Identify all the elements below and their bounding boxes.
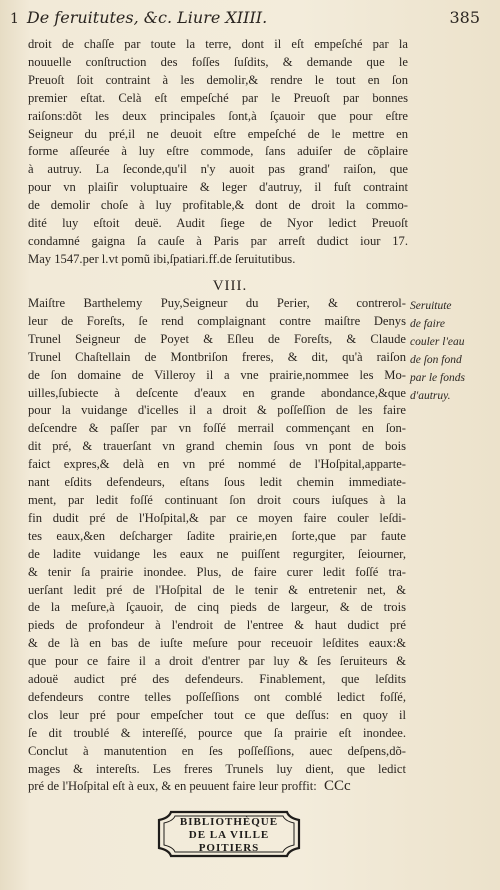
text-line: de demolir choſe à luy profitable,& dont de droit la commo- — [28, 198, 408, 213]
text-line: Conclut à manutention en ſes poſſeſſions, auec deſpens,dõ- — [28, 743, 406, 758]
text-line: defendeurs contre telles poſſeſſions ont comblé ledict foſſé, — [28, 689, 406, 704]
text-line: nouuelle conſtruction des foſſes ſuſdits, & demande que le — [28, 54, 408, 69]
text-line: deſcendre & paſſer par vn foſſé merrail commençant en ſon- — [28, 421, 406, 436]
margin-note-line: d'autruy. — [410, 389, 451, 402]
text-line: Trunel Seigneur de Poyet & Eſleu de Foreſts, & Claude — [28, 331, 406, 346]
text-line: pieds de profondeur à l'endroit de l'entree & haut dudict pré — [28, 618, 406, 633]
text-line: pré de l'Hoſpital eſt à eux, & en peuuent faire leur proffit: — [28, 779, 317, 794]
text-line: uerſant ledit pré de l'Hoſpital de le tenir & entretenir net, & — [28, 582, 406, 597]
text-line: nant eſdits defendeurs, eſtans ſous ledit chemin immediate- — [28, 475, 406, 490]
running-title: De feruitutes, &c. Liure XIIII. — [26, 8, 268, 27]
text-line: raiſons:dõt les deux principales ſont,à ſçauoir que pour eſtre — [28, 108, 408, 123]
margin-note-line: couler l'eau — [410, 335, 465, 348]
text-line: mages & intereſts. Les freres Trunels luy dient, que ledict — [28, 761, 406, 776]
text-line: & tenir ſa prairie inondee. Plus, de faire curer ledit foſſé tra- — [28, 564, 406, 579]
header-left-number: 1 — [10, 11, 19, 27]
text-line: condamné gaigna ſa cauſe à Paris par arreſt dudict iour 17. — [28, 233, 408, 248]
text-line: dit pré, & trauerſant vn grand chemin ſous vn pont de bois — [28, 439, 406, 454]
margin-note-line: de faire — [410, 317, 446, 330]
margin-note-line: de ſon fond — [410, 353, 462, 366]
text-line: ſe dit troublé & intereſſé, pource que ſa prairie eſt inondee. — [28, 725, 406, 740]
text-line: de la meſure,à ſçauoir, de cinq pieds de largeur, & de trois — [28, 600, 406, 615]
paragraph-2 — [28, 295, 406, 796]
text-line: tes eaux,&en deſcharger ſadite prairie,en ſorte,que par faute — [28, 528, 406, 543]
text-line: Preuoſt ſoit contraint à les demolir,& rendre le tout en ſon — [28, 72, 408, 87]
text-line: Maiſtre Barthelemy Puy,Seigneur du Perier, & contrerol- — [28, 296, 406, 310]
page-header — [10, 8, 480, 34]
text-line: de ladite vuidange les eaux ne puiſſent regurgiter, ſeiourner, — [28, 546, 406, 561]
margin-note-line: Seruitute — [410, 300, 452, 312]
margin-note-line: par le fonds — [410, 371, 465, 384]
text-line: ment, par ledit foſſé continuant ſon droit cours iuſques à la — [28, 492, 406, 507]
text-line: & de là en bas de iuſte meſure pour receuoir leſdites eaux:& — [28, 636, 406, 651]
text-line: à autruy. La ſeconde,qu'il n'y auoit pas grand' raiſon, que — [28, 162, 408, 177]
text-line: pour vn plaiſir voluptuaire & leger d'autruy, il fuſt contraint — [28, 180, 408, 195]
text-line: adouë audict pré des defendeurs. Finablement, que leſdits — [28, 672, 406, 687]
margin-note — [410, 298, 492, 405]
signature-mark: CCc — [324, 778, 351, 794]
text-line: droit de chaſſe par toute la terre, dont il eſt empeſché par la — [28, 37, 408, 51]
text-line: Trunel Chaſtellain de Montbriſon freres, & dit, qu'à raiſon — [28, 349, 406, 364]
page-number: 385 — [449, 8, 480, 27]
text-line: Seigneur du pré,il ne deuoit eſtre empeſché de le mettre en — [28, 126, 408, 141]
text-line: fin dudit pré de l'Hoſpital,& par ce moyen faire couler leſdi- — [28, 510, 406, 525]
text-line: forme aſſeurée à luy eſtre commode, ſans aduiſer de cõplaire — [28, 144, 408, 159]
text-line: que pour ce faire il a droit d'entrer par luy & ſes ſeruiteurs & — [28, 654, 406, 669]
text-line: pour la vuidange d'icelles il a droit & poſſeſſion de les faire — [28, 403, 406, 418]
text-line: dité luy eſtoit deuë. Audit ſiege de Nyor ledict Preuoſt — [28, 216, 408, 231]
library-stamp — [153, 808, 305, 860]
text-line: faict expres,& delà en vn pré nommé de l'Hoſpital,apparte- — [28, 457, 406, 472]
section-number: VIII. — [212, 278, 248, 294]
stamp-line-1: BIBLIOTHÈQUE — [179, 816, 279, 828]
text-line: uilles,ſubiecte à deſcente d'eaux en grande abondance,&que — [28, 385, 406, 400]
stamp-line-3: POITIERS — [198, 842, 260, 854]
stamp-line-2: DE LA VILLE — [188, 829, 270, 841]
text-line: premier eſtat. Celà eſt empeſché par le Preuoſt par bonnes — [28, 90, 408, 105]
text-line: leur de Foreſts, ſe rend complaignant contre maiſtre Denys — [28, 313, 406, 328]
paragraph-1 — [28, 36, 408, 269]
text-line: May 1547.per l.vt pomũ ibi,ſpatiari.ff.de ſeruitutibus. — [28, 251, 296, 266]
text-line: clos leur pré pour empeſcher tout ce que deſſus: en quoy il — [28, 707, 406, 722]
text-line: de ſon domaine de Villeroy il a vne prairie,nommee les Mo- — [28, 367, 406, 382]
